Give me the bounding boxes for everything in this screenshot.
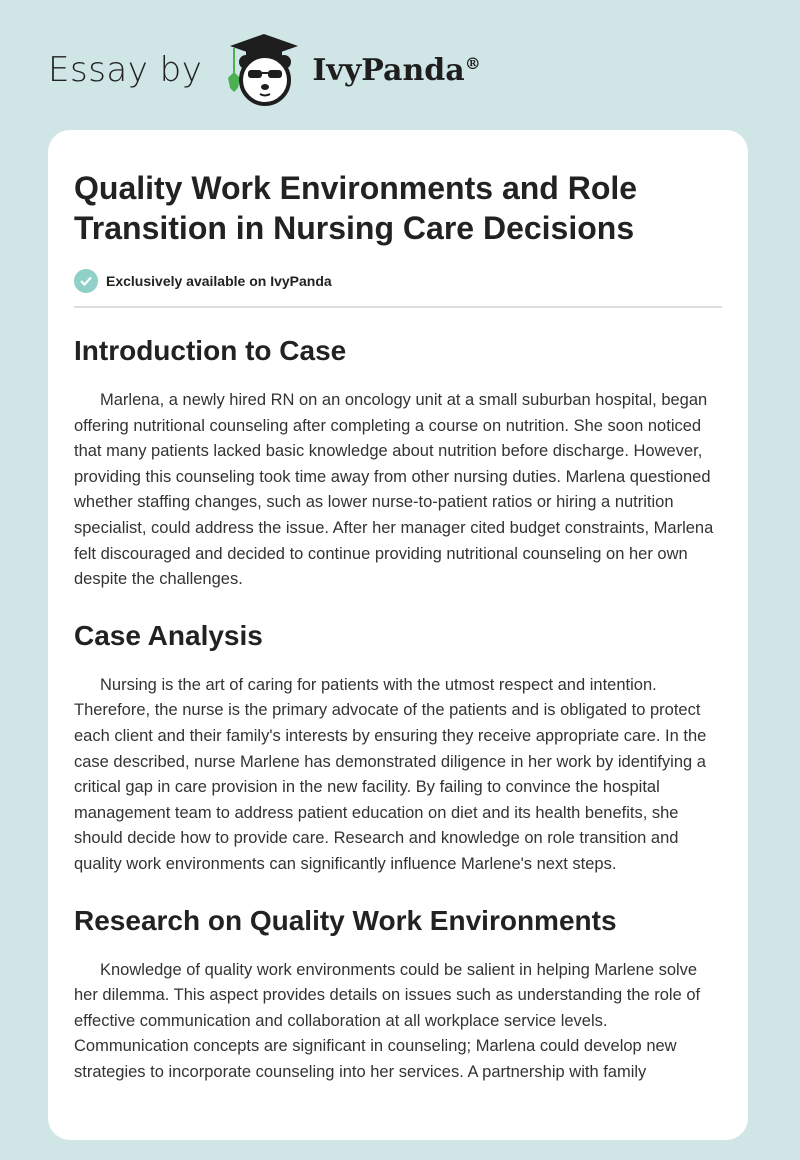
divider xyxy=(74,306,722,308)
essay-card xyxy=(48,130,748,1140)
section-paragraph: Nursing is the art of caring for patients with the utmost respect and intention. Therefore, the nurse is the primary advocate of the patients and is obligated to protect each client and their family's interests by ensuring they receive appropriate care. In the case described, nurse Marlene has demonstrated diligence in her work by identifying a critical gap in care provision in the new facility. By failing to convince the hospital management team to address patient education on diet and its health benefits, she should decide how to provide care. Research and knowledge on role transition and quality work environments can significantly influence Marlene's next steps. xyxy=(74,675,707,873)
check-icon xyxy=(74,269,98,293)
brand-text: IvyPanda xyxy=(312,52,465,88)
registered-mark: ® xyxy=(464,53,481,73)
section-paragraph: Knowledge of quality work environments could be salient in helping Marlene solve her dilemma. This aspect provides details on issues such as understanding the role of effective communication and collaboration at all workplace service levels. Communication concepts are significant in counseling; Marlena could develop new strategies to incorporate counseling into her services. A partnership with family xyxy=(74,960,701,1081)
exclusive-badge xyxy=(74,268,722,294)
ivypanda-logo-icon[interactable] xyxy=(220,32,306,108)
section-heading: Case Analysis xyxy=(74,619,263,651)
badge-text: Exclusively available on IvyPanda xyxy=(106,273,332,289)
essay-by-label: Essay by xyxy=(48,50,203,90)
section-paragraph: Marlena, a newly hired RN on an oncology unit at a small suburban hospital, began offering nutritional counseling after completing a course on nutrition. She soon noticed that many patients lacked basic knowledge about nutrition before discharge. However, providing this counseling took time away from other nursing duties. Marlena questioned whether staffing changes, such as lower nurse-to-patient ratios or hiring a nutrition specialist, could address the issue. After her manager cited budget constraints, Marlena felt discouraged and decided to continue providing nutritional counseling on her own despite the challenges. xyxy=(74,391,714,589)
essay-title: Quality Work Environments and Role Transition in Nursing Care Decisions xyxy=(74,170,638,246)
brand-name[interactable] xyxy=(312,53,480,88)
section-heading: Research on Quality Work Environments xyxy=(74,904,617,936)
site-header xyxy=(48,32,481,108)
section-heading: Introduction to Case xyxy=(74,335,347,366)
